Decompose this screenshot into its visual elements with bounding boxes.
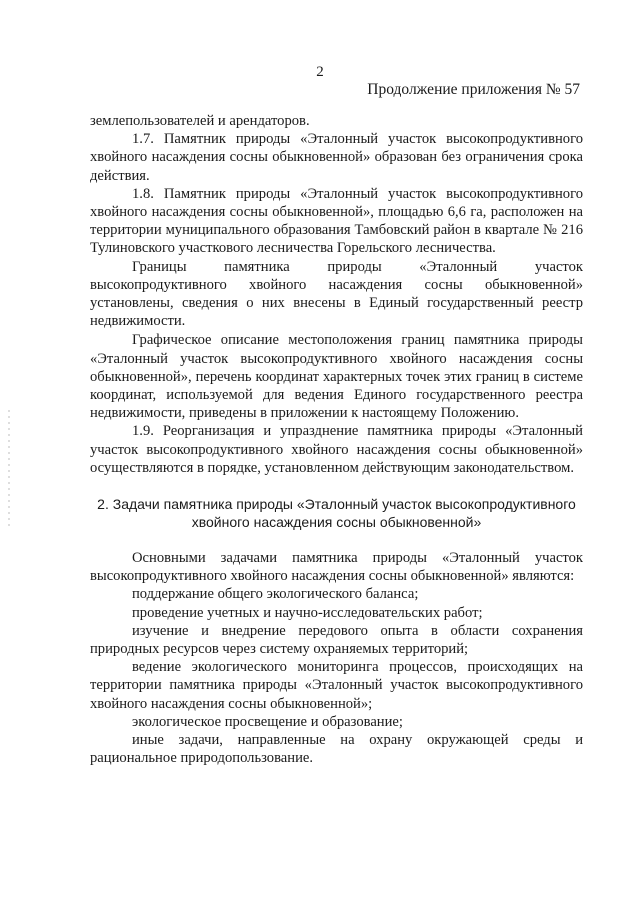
task-item: проведение учетных и научно-исследовательских работ; [132, 604, 483, 621]
section-2-heading: 2. Задачи памятника природы «Эталонный участок высокопродуктивного хвойного насаждения сосны обыкновенной» [97, 496, 576, 531]
paragraph-1-9: 1.9. Реорганизация и упразднение памятника природы «Эталонный участок высокопродуктивного хвойного насаждения сосны обыкновенной» осуществляются в порядке, установленном действующим законодательством. [90, 423, 583, 476]
appendix-continuation-note: Продолжение приложения № 57 [367, 81, 580, 98]
page-number: 2 [316, 64, 324, 80]
paragraph-continuation: землепользователей и арендаторов. [90, 113, 310, 129]
section-2-intro: Основными задачами памятника природы «Эталонный участок высокопродуктивного хвойного насаждения сосны обыкновенной» являются: [90, 550, 583, 585]
document-body [90, 112, 583, 768]
paragraph-boundaries: Границы памятника природы «Эталонный участок высокопродуктивного хвойного насаждения сосны обыкновенной» установлены, сведения о них внесены в Единый государственный реестр недвижимости. [90, 258, 583, 330]
paragraph-graphic-description: Графическое описание местоположения границ памятника природы «Эталонный участок высокопродуктивного хвойного насаждения сосны обыкновенной», перечень координат характерных точек этих границ в системе координат, используемой для ведения Единого государственного реестра недвижимости, приведены в приложении к настоящему Положению. [90, 332, 583, 422]
task-item: изучение и внедрение передового опыта в области сохранения природных ресурсов через систему охраняемых территорий; [90, 622, 583, 658]
task-item: экологическое просвещение и образование; [132, 713, 403, 730]
task-item: иные задачи, направленные на охрану окружающей среды и рациональное природопользование. [90, 732, 583, 767]
task-item: поддержание общего экологического баланса; [132, 586, 419, 603]
scan-margin-mark [8, 410, 10, 530]
paragraph-1-8: 1.8. Памятник природы «Эталонный участок высокопродуктивного хвойного насаждения сосны обыкновенной», площадью 6,6 га, расположен на территории муниципального образования Тамбовский район в квартале № 216 Тулиновского участкового лесничества Горельского лесничества. [90, 185, 583, 257]
task-item: ведение экологического мониторинга процессов, происходящих на территории памятника природы «Эталонный участок высокопродуктивного хвойного насаждения сосны обыкновенной»; [90, 659, 583, 712]
paragraph-1-7: 1.7. Памятник природы «Эталонный участок высокопродуктивного хвойного насаждения сосны обыкновенной» образован без ограничения срока действия. [90, 131, 583, 184]
